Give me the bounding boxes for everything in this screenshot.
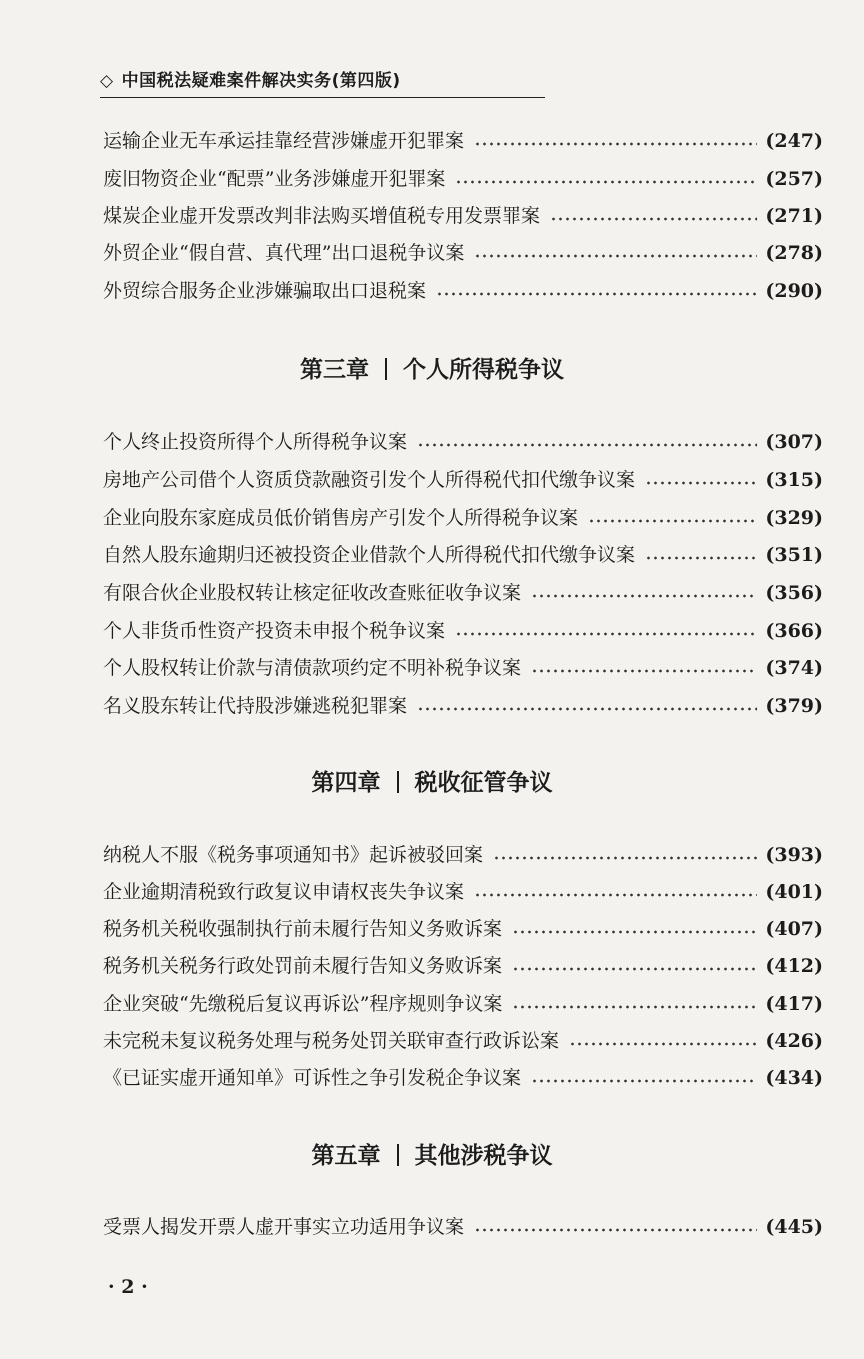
toc-entry[interactable]: 个人终止投资所得个人所得税争议案 (307) [103,431,823,453]
leader-dots [455,632,757,636]
toc-entry[interactable]: 废旧物资企业“配票”业务涉嫌虚开犯罪案 (257) [103,168,823,190]
toc-entry[interactable]: 自然人股东逾期归还被投资企业借款个人所得税代扣代缴争议案 (351) [103,544,823,566]
leader-dots [474,142,757,146]
divider [397,771,399,793]
leader-dots [531,669,757,673]
leader-dots [436,292,757,296]
toc-entry[interactable]: 企业向股东家庭成员低价销售房产引发个人所得税争议案 (329) [103,507,823,529]
toc-entry[interactable]: 外贸综合服务企业涉嫌骗取出口退税案 (290) [103,280,823,302]
toc-entry[interactable]: 煤炭企业虚开发票改判非法购买增值税专用发票罪案 (271) [103,205,823,227]
leader-dots [550,217,757,221]
toc-entry[interactable]: 个人非货币性资产投资未申报个税争议案 (366) [103,620,823,642]
leader-dots [417,707,757,711]
leader-dots [512,967,757,971]
leader-dots [645,556,757,560]
toc-entry[interactable]: 外贸企业“假自营、真代理”出口退税争议案 (278) [103,242,823,264]
toc-entry[interactable]: 纳税人不服《税务事项通知书》起诉被驳回案 (393) [103,844,823,866]
leader-dots [512,930,757,934]
leader-dots [531,594,757,598]
leader-dots [512,1005,757,1009]
toc-entry[interactable]: 企业逾期清税致行政复议申请权丧失争议案 (401) [103,881,823,903]
running-header [100,66,545,98]
chapter-heading: 第五章 其他涉税争议 [311,1143,553,1169]
leader-dots [493,856,757,860]
diamond-icon: ◇ [100,71,114,91]
page-number: · 2 · [108,1276,148,1298]
toc-entry[interactable]: 税务机关税务行政处罚前未履行告知义务败诉案 (412) [103,955,823,977]
toc-entry[interactable]: 名义股东转让代持股涉嫌逃税犯罪案 (379) [103,695,823,717]
toc-entry[interactable]: 受票人揭发开票人虚开事实立功适用争议案 (445) [103,1216,823,1238]
divider [385,358,387,380]
book-title: 中国税法疑难案件解决实务(第四版) [121,71,401,91]
divider [397,1144,399,1166]
leader-dots [417,443,757,447]
toc-entry[interactable]: 未完税未复议税务处理与税务处罚关联审查行政诉讼案 (426) [103,1030,823,1052]
toc-entry[interactable]: 个人股权转让价款与清债款项约定不明补税争议案 (374) [103,657,823,679]
toc-entry[interactable]: 税务机关税收强制执行前未履行告知义务败诉案 (407) [103,918,823,940]
leader-dots [474,254,757,258]
toc-entry[interactable]: 有限合伙企业股权转让核定征收改查账征收争议案 (356) [103,582,823,604]
chapter-heading: 第三章 个人所得税争议 [300,357,564,383]
leader-dots [474,1228,757,1232]
leader-dots [569,1042,757,1046]
leader-dots [474,893,757,897]
chapter-heading: 第四章 税收征管争议 [311,770,553,796]
toc-entry[interactable]: 企业突破“先缴税后复议再诉讼”程序规则争议案 (417) [103,993,823,1015]
toc-entry[interactable]: 房地产公司借个人资质贷款融资引发个人所得税代扣代缴争议案 (315) [103,469,823,491]
leader-dots [588,519,757,523]
leader-dots [455,180,757,184]
leader-dots [645,481,757,485]
toc-entry[interactable]: 运输企业无车承运挂靠经营涉嫌虚开犯罪案 (247) [103,130,823,152]
toc-entry[interactable]: 《已证实虚开通知单》可诉性之争引发税企争议案 (434) [103,1067,823,1089]
leader-dots [531,1079,757,1083]
